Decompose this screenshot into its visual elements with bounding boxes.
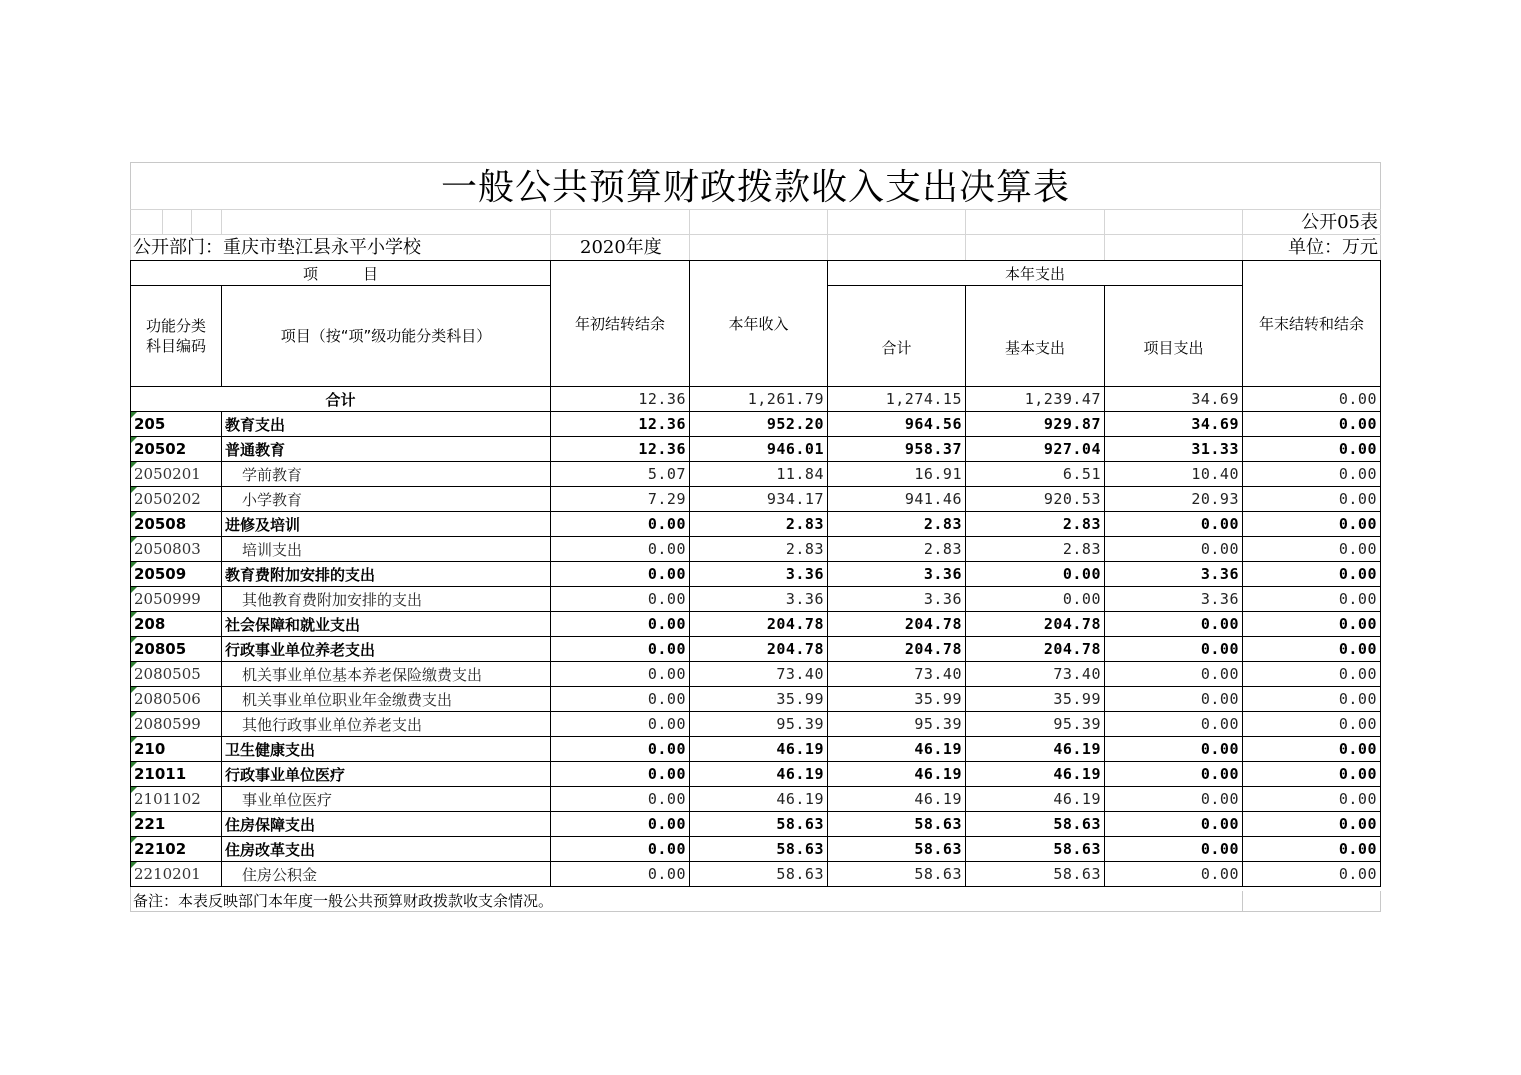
- cell-marker-icon: [131, 687, 137, 693]
- row-basic: 2.83: [966, 537, 1105, 562]
- row-code: [131, 787, 222, 812]
- row-end-balance: 0.00: [1243, 562, 1381, 587]
- row-code-text: 2050201: [134, 465, 201, 483]
- row-project-exp: 0.00: [1105, 787, 1243, 812]
- cell-marker-icon: [131, 812, 137, 818]
- row-expense: 204.78: [828, 612, 966, 637]
- row-income: 73.40: [690, 662, 828, 687]
- row-end-balance: 0.00: [1243, 487, 1381, 512]
- row-end-balance: 0.00: [1243, 812, 1381, 837]
- table-row: [131, 437, 1381, 462]
- row-basic: 204.78: [966, 637, 1105, 662]
- row-code: [131, 412, 222, 437]
- row-name: 行政事业单位医疗: [222, 762, 551, 787]
- row-project-exp: 0.00: [1105, 537, 1243, 562]
- row-project-exp: 0.00: [1105, 862, 1243, 887]
- row-end-balance: 0.00: [1243, 712, 1381, 737]
- row-expense: 73.40: [828, 662, 966, 687]
- page-title: 一般公共预算财政拨款收入支出决算表: [440, 167, 1070, 208]
- row-name: 住房改革支出: [222, 837, 551, 862]
- row-code-text: 2080505: [134, 665, 201, 683]
- row-end-balance: 0.00: [1243, 862, 1381, 887]
- row-basic: 6.51: [966, 462, 1105, 487]
- row-name: 机关事业单位职业年金缴费支出: [222, 687, 551, 712]
- row-code: [131, 537, 222, 562]
- cell-marker-icon: [131, 462, 137, 468]
- row-begin-balance: 0.00: [551, 687, 690, 712]
- row-end-balance: 0.00: [1243, 662, 1381, 687]
- row-code-text: 208: [134, 615, 166, 633]
- header-expense-group: 本年支出: [828, 261, 1243, 286]
- row-begin-balance: 0.00: [551, 787, 690, 812]
- header-code-line2: 科目编码: [145, 337, 206, 355]
- row-expense: 964.56: [828, 412, 966, 437]
- row-name: 教育支出: [222, 412, 551, 437]
- row-project-exp: 0.00: [1105, 662, 1243, 687]
- row-basic: 920.53: [966, 487, 1105, 512]
- row-code: [131, 487, 222, 512]
- row-end-balance: 0.00: [1243, 412, 1381, 437]
- row-begin-balance: 0.00: [551, 862, 690, 887]
- row-code-text: 21011: [134, 765, 187, 783]
- table-row: [131, 762, 1381, 787]
- row-code: [131, 587, 222, 612]
- row-code-text: 205: [134, 415, 166, 433]
- row-name: 机关事业单位基本养老保险缴费支出: [222, 662, 551, 687]
- row-begin-balance: 0.00: [551, 612, 690, 637]
- table-row: [131, 662, 1381, 687]
- row-code: [131, 637, 222, 662]
- row-basic: 927.04: [966, 437, 1105, 462]
- row-project-exp: 3.36: [1105, 587, 1243, 612]
- total-project-exp: 34.69: [1105, 387, 1243, 412]
- header-code-line1: 功能分类: [145, 317, 206, 335]
- row-expense: 16.91: [828, 462, 966, 487]
- fiscal-year: 2020年度: [580, 237, 662, 258]
- header-gridline: [1104, 209, 1105, 260]
- footnote: 备注：本表反映部门本年度一般公共预算财政拨款收支余情况。: [133, 892, 554, 910]
- row-end-balance: 0.00: [1243, 512, 1381, 537]
- cell-marker-icon: [131, 487, 137, 493]
- row-begin-balance: 5.07: [551, 462, 690, 487]
- row-project-exp: 10.40: [1105, 462, 1243, 487]
- table-row: [131, 637, 1381, 662]
- header-basic: 基本支出: [966, 286, 1105, 387]
- row-code: [131, 512, 222, 537]
- row-end-balance: 0.00: [1243, 537, 1381, 562]
- header-project: 项 目: [131, 261, 551, 286]
- row-code: [131, 712, 222, 737]
- table-row: [131, 587, 1381, 612]
- row-code-text: 22102: [134, 840, 187, 858]
- row-begin-balance: 0.00: [551, 712, 690, 737]
- cell-marker-icon: [131, 862, 137, 868]
- cell-marker-icon: [131, 437, 137, 443]
- table-row: [131, 737, 1381, 762]
- sheet-right-gridline: [1380, 162, 1381, 262]
- header-begin-balance: 年初结转结余: [551, 261, 690, 387]
- cell-marker-icon: [131, 662, 137, 668]
- total-income: 1,261.79: [690, 387, 828, 412]
- row-income: 946.01: [690, 437, 828, 462]
- row-name: 行政事业单位养老支出: [222, 637, 551, 662]
- row-income: 2.83: [690, 512, 828, 537]
- row-end-balance: 0.00: [1243, 787, 1381, 812]
- row-income: 46.19: [690, 787, 828, 812]
- row-code-text: 2050999: [134, 590, 201, 608]
- cell-marker-icon: [131, 612, 137, 618]
- row-expense: 35.99: [828, 687, 966, 712]
- cell-marker-icon: [131, 787, 137, 793]
- row-begin-balance: 0.00: [551, 587, 690, 612]
- row-code: [131, 462, 222, 487]
- row-project-exp: 0.00: [1105, 712, 1243, 737]
- row-begin-balance: 0.00: [551, 837, 690, 862]
- table-row: [131, 487, 1381, 512]
- row-income: 3.36: [690, 587, 828, 612]
- row-begin-balance: 7.29: [551, 487, 690, 512]
- row-project-exp: 3.36: [1105, 562, 1243, 587]
- header-gridline: [221, 209, 222, 234]
- row-code-text: 20502: [134, 440, 187, 458]
- row-name: 教育费附加安排的支出: [222, 562, 551, 587]
- header-gridline: [827, 209, 828, 260]
- table-row: [131, 562, 1381, 587]
- header-gridline: [130, 209, 1381, 210]
- row-code: [131, 862, 222, 887]
- row-basic: 73.40: [966, 662, 1105, 687]
- row-project-exp: 0.00: [1105, 687, 1243, 712]
- note-divider: [1242, 891, 1243, 911]
- header-gridline: [191, 209, 192, 234]
- row-code-text: 2210201: [134, 865, 201, 883]
- row-expense: 204.78: [828, 637, 966, 662]
- row-begin-balance: 0.00: [551, 737, 690, 762]
- table-row: [131, 512, 1381, 537]
- row-basic: 58.63: [966, 837, 1105, 862]
- row-expense: 46.19: [828, 762, 966, 787]
- row-name: 事业单位医疗: [222, 787, 551, 812]
- row-expense: 58.63: [828, 812, 966, 837]
- row-project-exp: 0.00: [1105, 512, 1243, 537]
- row-expense: 2.83: [828, 537, 966, 562]
- row-income: 58.63: [690, 837, 828, 862]
- row-income: 58.63: [690, 862, 828, 887]
- row-income: 204.78: [690, 612, 828, 637]
- row-income: 3.36: [690, 562, 828, 587]
- row-code: [131, 812, 222, 837]
- table-row: [131, 687, 1381, 712]
- header-code: [131, 286, 222, 387]
- row-end-balance: 0.00: [1243, 612, 1381, 637]
- header-gridline: [965, 209, 966, 260]
- row-project-exp: 20.93: [1105, 487, 1243, 512]
- cell-marker-icon: [131, 637, 137, 643]
- row-name: 卫生健康支出: [222, 737, 551, 762]
- row-code: [131, 687, 222, 712]
- table-row: [131, 537, 1381, 562]
- row-income: 952.20: [690, 412, 828, 437]
- row-end-balance: 0.00: [1243, 637, 1381, 662]
- row-basic: 0.00: [966, 587, 1105, 612]
- header-income: 本年收入: [690, 261, 828, 387]
- row-income: 11.84: [690, 462, 828, 487]
- row-code: [131, 562, 222, 587]
- cell-marker-icon: [131, 562, 137, 568]
- row-name: 住房保障支出: [222, 812, 551, 837]
- row-end-balance: 0.00: [1243, 437, 1381, 462]
- row-code-text: 2050202: [134, 490, 201, 508]
- row-expense: 46.19: [828, 787, 966, 812]
- row-expense: 3.36: [828, 562, 966, 587]
- header-gridline: [162, 209, 163, 234]
- row-basic: 46.19: [966, 737, 1105, 762]
- row-project-exp: 0.00: [1105, 612, 1243, 637]
- row-code-text: 2080599: [134, 715, 201, 733]
- row-income: 35.99: [690, 687, 828, 712]
- table-row: [131, 837, 1381, 862]
- row-end-balance: 0.00: [1243, 587, 1381, 612]
- row-income: 58.63: [690, 812, 828, 837]
- row-begin-balance: 0.00: [551, 637, 690, 662]
- row-begin-balance: 0.00: [551, 562, 690, 587]
- total-expense: 1,274.15: [828, 387, 966, 412]
- total-row: [131, 387, 1381, 412]
- row-begin-balance: 12.36: [551, 412, 690, 437]
- table-number: 公开05表: [1301, 212, 1378, 233]
- row-project-exp: 31.33: [1105, 437, 1243, 462]
- row-code-text: 20508: [134, 515, 187, 533]
- row-name: 其他行政事业单位养老支出: [222, 712, 551, 737]
- row-begin-balance: 0.00: [551, 812, 690, 837]
- header-gridline: [1242, 209, 1243, 260]
- row-income: 204.78: [690, 637, 828, 662]
- row-expense: 941.46: [828, 487, 966, 512]
- row-begin-balance: 12.36: [551, 437, 690, 462]
- table-row: [131, 862, 1381, 887]
- cell-marker-icon: [131, 737, 137, 743]
- row-code-text: 221: [134, 815, 166, 833]
- row-code: [131, 762, 222, 787]
- row-project-exp: 0.00: [1105, 837, 1243, 862]
- row-code-text: 20805: [134, 640, 187, 658]
- row-expense: 3.36: [828, 587, 966, 612]
- header-end-balance: 年末结转和结余: [1243, 261, 1381, 387]
- row-begin-balance: 0.00: [551, 537, 690, 562]
- cell-marker-icon: [131, 712, 137, 718]
- cell-marker-icon: [131, 587, 137, 593]
- row-project-exp: 0.00: [1105, 762, 1243, 787]
- row-expense: 58.63: [828, 862, 966, 887]
- row-name: 学前教育: [222, 462, 551, 487]
- row-expense: 46.19: [828, 737, 966, 762]
- row-code: [131, 737, 222, 762]
- row-expense: 58.63: [828, 837, 966, 862]
- row-end-balance: 0.00: [1243, 462, 1381, 487]
- row-end-balance: 0.00: [1243, 737, 1381, 762]
- total-end-balance: 0.00: [1243, 387, 1381, 412]
- department-label: 公开部门：重庆市垫江县永平小学校: [133, 237, 421, 258]
- cell-marker-icon: [131, 412, 137, 418]
- row-project-exp: 0.00: [1105, 737, 1243, 762]
- row-code-text: 2050803: [134, 540, 201, 558]
- row-expense: 95.39: [828, 712, 966, 737]
- row-code: [131, 612, 222, 637]
- row-name: 培训支出: [222, 537, 551, 562]
- row-project-exp: 0.00: [1105, 812, 1243, 837]
- row-name: 普通教育: [222, 437, 551, 462]
- row-code-text: 2080506: [134, 690, 201, 708]
- row-basic: 0.00: [966, 562, 1105, 587]
- table-row: [131, 462, 1381, 487]
- header-name: 项目（按“项”级功能分类科目）: [222, 286, 551, 387]
- row-code-text: 20509: [134, 565, 187, 583]
- row-project-exp: 0.00: [1105, 637, 1243, 662]
- header-project-exp: 项目支出: [1105, 286, 1243, 387]
- table-row: [131, 787, 1381, 812]
- row-end-balance: 0.00: [1243, 837, 1381, 862]
- row-name: 其他教育费附加安排的支出: [222, 587, 551, 612]
- row-code: [131, 437, 222, 462]
- header-total: 合计: [828, 286, 966, 387]
- row-basic: 95.39: [966, 712, 1105, 737]
- cell-marker-icon: [131, 837, 137, 843]
- row-name: 小学教育: [222, 487, 551, 512]
- row-end-balance: 0.00: [1243, 687, 1381, 712]
- total-basic: 1,239.47: [966, 387, 1105, 412]
- row-name: 住房公积金: [222, 862, 551, 887]
- table-row: [131, 812, 1381, 837]
- row-expense: 958.37: [828, 437, 966, 462]
- row-name: 社会保障和就业支出: [222, 612, 551, 637]
- row-basic: 58.63: [966, 812, 1105, 837]
- row-basic: 46.19: [966, 787, 1105, 812]
- budget-table: [130, 260, 1381, 887]
- row-income: 95.39: [690, 712, 828, 737]
- row-code-text: 210: [134, 740, 166, 758]
- row-code: [131, 837, 222, 862]
- row-income: 46.19: [690, 737, 828, 762]
- cell-marker-icon: [131, 537, 137, 543]
- cell-marker-icon: [131, 512, 137, 518]
- row-income: 46.19: [690, 762, 828, 787]
- table-row: [131, 612, 1381, 637]
- row-basic: 58.63: [966, 862, 1105, 887]
- unit-label: 单位：万元: [1288, 237, 1378, 258]
- table-row: [131, 412, 1381, 437]
- cell-marker-icon: [131, 762, 137, 768]
- row-project-exp: 34.69: [1105, 412, 1243, 437]
- row-end-balance: 0.00: [1243, 762, 1381, 787]
- header-gridline: [689, 209, 690, 260]
- row-begin-balance: 0.00: [551, 762, 690, 787]
- row-expense: 2.83: [828, 512, 966, 537]
- row-begin-balance: 0.00: [551, 512, 690, 537]
- row-basic: 35.99: [966, 687, 1105, 712]
- total-begin-balance: 12.36: [551, 387, 690, 412]
- row-income: 2.83: [690, 537, 828, 562]
- row-code: [131, 662, 222, 687]
- header-gridline: [550, 209, 551, 260]
- row-code-text: 2101102: [134, 790, 201, 808]
- row-basic: 2.83: [966, 512, 1105, 537]
- row-basic: 929.87: [966, 412, 1105, 437]
- row-income: 934.17: [690, 487, 828, 512]
- row-begin-balance: 0.00: [551, 662, 690, 687]
- table-row: [131, 712, 1381, 737]
- row-basic: 46.19: [966, 762, 1105, 787]
- row-name: 进修及培训: [222, 512, 551, 537]
- total-label: 合计: [131, 387, 551, 412]
- row-basic: 204.78: [966, 612, 1105, 637]
